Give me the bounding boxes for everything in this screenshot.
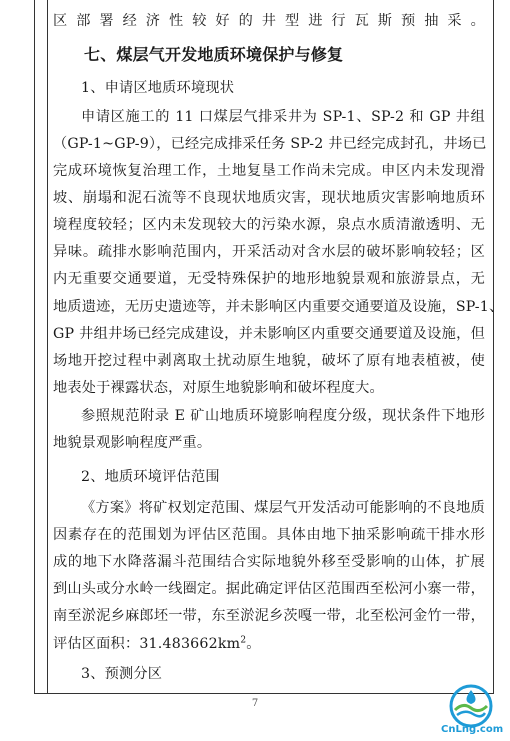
paragraph-line: 内无重要交通要道，无受特殊保护的地形地貌景观和旅游景点，无 — [53, 271, 485, 287]
paragraph-line: 区部署经济性较好的井型进行瓦斯预抽采。 — [53, 13, 485, 29]
paragraph-line: 地表处于裸露状态，对原生地貌影响和破坏程度大。 — [53, 380, 384, 396]
area-superscript: 2 — [240, 635, 247, 646]
paragraph-line: 参照规范附录 E 矿山地质环境影响程度分级，现状条件下地形 — [81, 408, 485, 424]
area-text: 评估区面积：31.483662km — [53, 636, 241, 652]
paragraph-line: 境程度较轻；区内未发现较大的污染水源，泉点水质清澈透明、无 — [53, 217, 485, 233]
paragraph-line: 因素存在的范围划为评估区范围。具体由地下抽采影响疏干排水形 — [53, 527, 485, 543]
paragraph-line: 申请区施工的 11 口煤层气排采井为 SP-1、SP-2 和 GP 井组 — [81, 109, 485, 125]
area-tail: 。 — [246, 636, 261, 652]
paragraph-line: 地貌景观影响程度严重。 — [53, 435, 212, 451]
page-frame — [34, 0, 504, 694]
section-heading: 七、煤层气开发地质环境保护与修复 — [84, 45, 344, 64]
area-line — [53, 633, 261, 655]
subsection-heading: 1、申请区地质环境现状 — [81, 80, 235, 96]
subsection-heading: 2、地质环境评估范围 — [81, 469, 220, 485]
paragraph-line: 场地开挖过程中剥离取土扰动原生地貌，破坏了原有地表植被，使 — [53, 353, 485, 369]
paragraph-line: 《方案》将矿权划定范围、煤层气开发活动可能影响的不良地质 — [81, 500, 485, 516]
logo-icon — [441, 684, 501, 728]
left-column — [35, 0, 48, 693]
paragraph-line: 南至淤泥乡麻郎坯一带，东至淤泥乡茨嘎一带，北至松河金竹一带， — [53, 608, 485, 624]
paragraph-line: 异味。疏排水影响范围内，开采活动对含水层的破坏影响较轻；区 — [53, 244, 485, 260]
paragraph-line: 成的地下水降落漏斗范围结合实际地貌外移至受影响的山体，扩展 — [53, 554, 485, 570]
paragraph-line: 坡、崩塌和泥石流等不良现状地质灾害，现状地质灾害影响地质环 — [53, 190, 485, 206]
page-number: 7 — [251, 698, 259, 709]
subsection-heading: 3、预测分区 — [81, 666, 163, 682]
paragraph-line: 地质遗迹，无历史遗迹等，并未影响区内重要交通要道及设施，SP-1、 — [53, 299, 504, 315]
paragraph-line: （GP-1~GP-9），已经完成排采任务 SP-2 井已经完成封孔，井场已 — [53, 136, 487, 152]
watermark-logo — [441, 684, 504, 740]
logo-text: CnLng.com — [441, 724, 504, 735]
paragraph-line: GP 井组井场已经完成建设，并未影响区内重要交通要道及设施，但 — [53, 326, 485, 342]
paragraph-line: 到山头或分水岭一线圈定。据此确定评估区范围西至松河小寨一带， — [53, 581, 485, 597]
paragraph-line: 完成环境恢复治理工作，土地复垦工作尚未完成。申区内未发现滑 — [53, 163, 485, 179]
